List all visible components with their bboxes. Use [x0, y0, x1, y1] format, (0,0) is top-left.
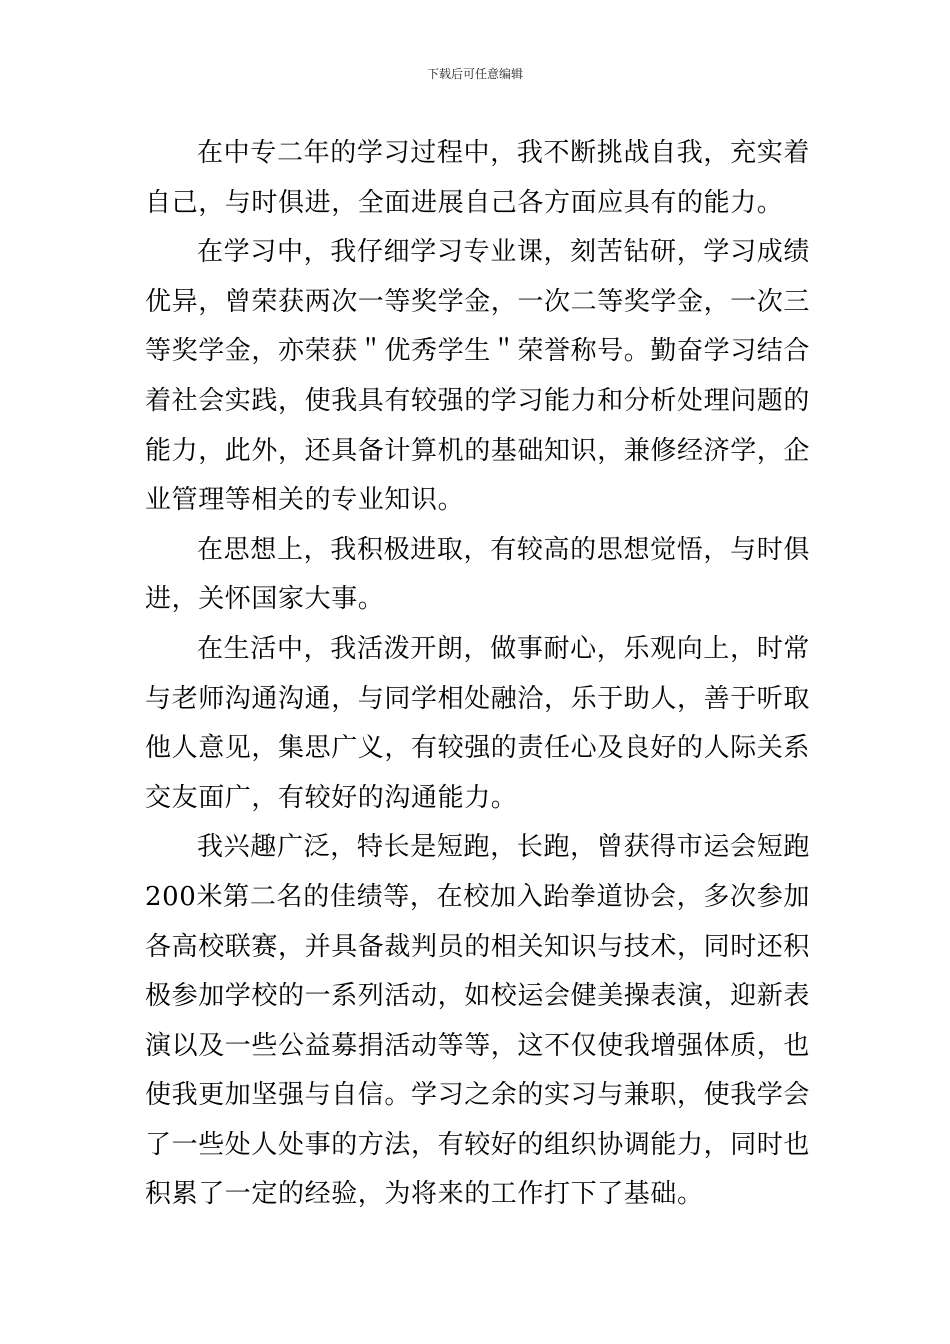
paragraph-study-overview: 在中专二年的学习过程中，我不断挑战自我，充实着自己，与时俱进，全面进展自己各方面应具有的能力。 — [145, 138, 810, 218]
paragraph-life: 在生活中，我活泼开朗，做事耐心，乐观向上，时常与老师沟通沟通，与同学相处融洽，乐于助人，善于听取他人意见，集思广义，有较强的责任心及良好的人际关系交友面广，有较好的沟通能力。 — [145, 633, 811, 813]
paragraph-academic-achievements: 在学习中，我仔细学习专业课，刻苦钻研，学习成绩优异，曾荣获两次一等奖学金，一次二等奖学金，一次三等奖学金，亦荣获＂优秀学生＂荣誉称号。勤奋学习结合着社会实践，使我具有较强的学习能力和分析处理问题的能力，此外，还具备计算机的基础知识，兼修经济学，企业管理等相关的专业知识。 — [145, 237, 811, 516]
paragraph-interests: 我兴趣广泛，特长是短跑，长跑，曾获得市运会短跑200米第二名的佳绩等，在校加入跆拳道协会，多次参加各高校联赛，并具备裁判员的相关知识与技术，同时还积极参加学校的一系列活动，如校运会健美操表演，迎新表演以及一些公益募捐活动等等，这不仅使我增强体质，也使我更加坚强与自信。学习之余的实习与兼职，使我学会了一些处人处事的方法，有较好的组织协调能力，同时也积累了一定的经验，为将来的工作打下了基础。 — [145, 832, 811, 1210]
paragraph-ideology: 在思想上，我积极进取，有较高的思想觉悟，与时俱进，关怀国家大事。 — [145, 534, 810, 615]
header-note: 下载后可任意编辑 — [426, 67, 523, 81]
document-body — [145, 129, 810, 1220]
